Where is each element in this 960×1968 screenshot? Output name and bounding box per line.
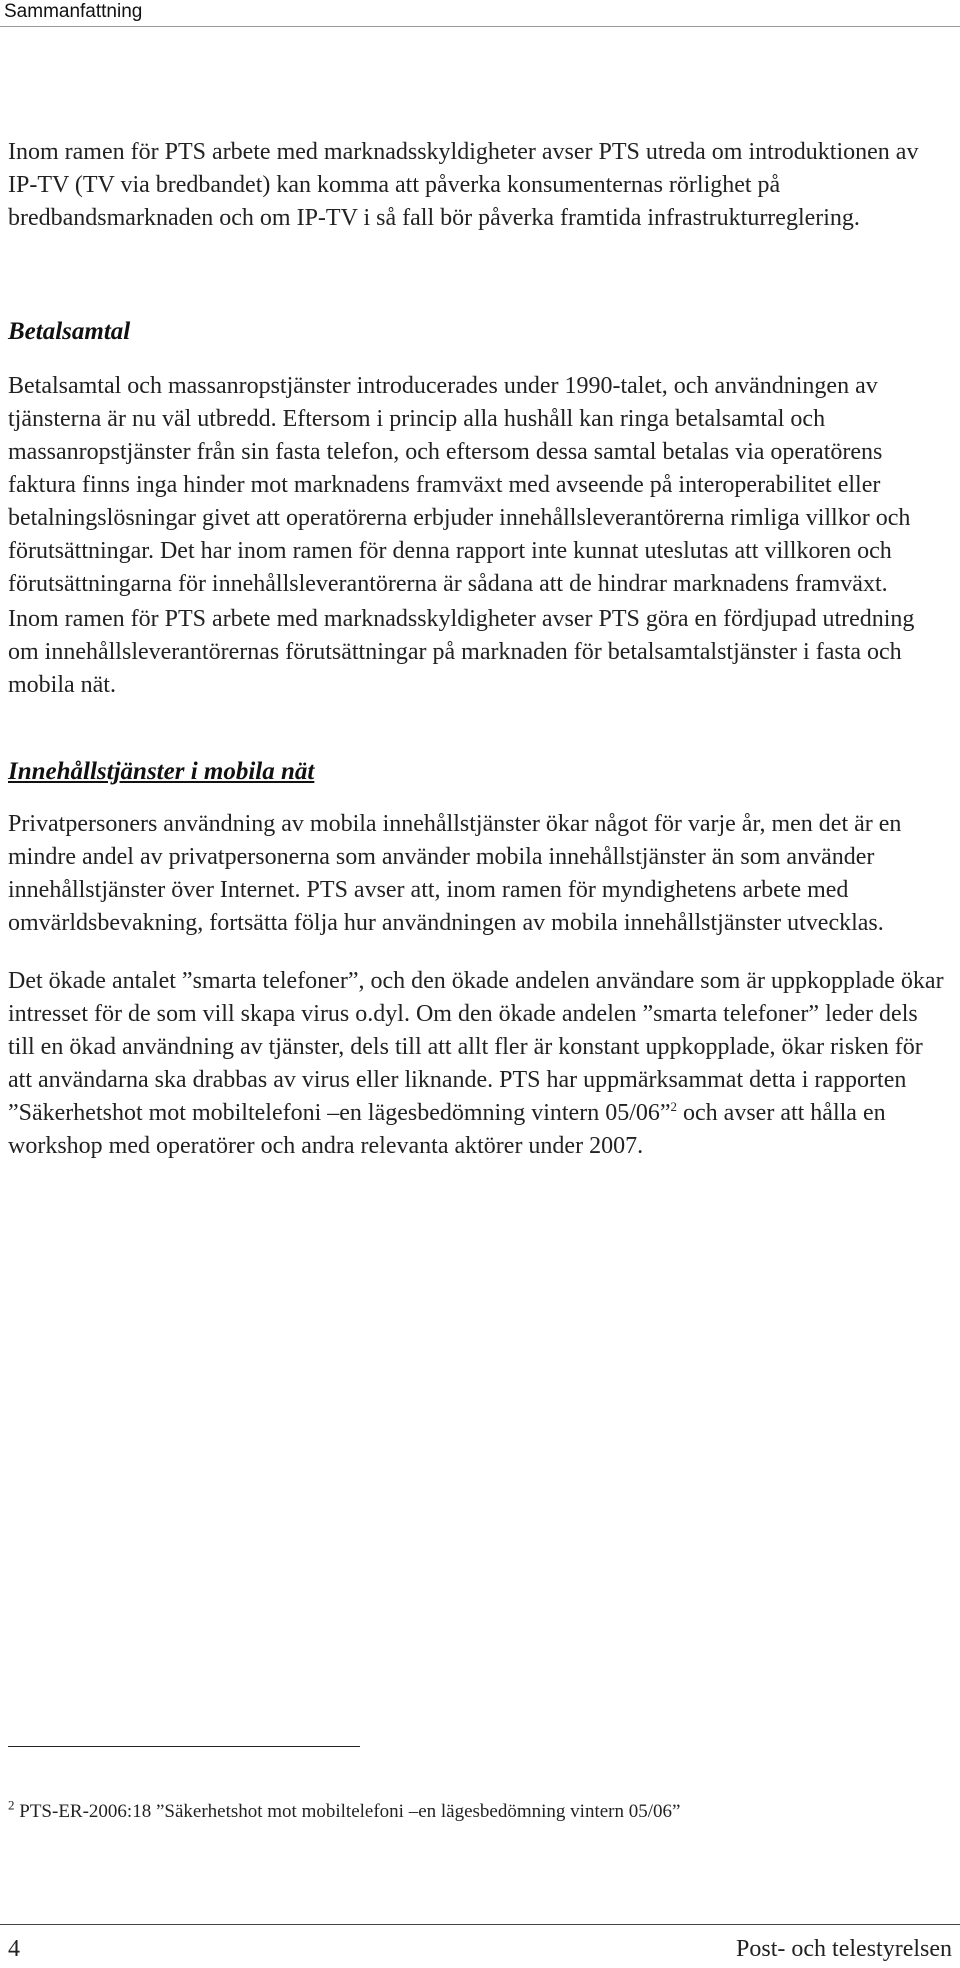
heading-innehallstjanster: Innehållstjänster i mobila nät	[8, 758, 315, 785]
footer-rule	[0, 1924, 960, 1925]
footnote-reference: 2	[670, 1099, 678, 1114]
footnote-text: PTS-ER-2006:18 ”Säkerhetshot mot mobiltelefoni –en lägesbedömning vintern 05/06”	[14, 1801, 681, 1822]
header-rule	[0, 26, 960, 27]
footnote	[8, 1797, 681, 1824]
paragraph-iptv: Inom ramen för PTS arbete med marknadsskyldigheter avser PTS utreda om introduktionen av IP-TV (TV via bredbandet) kan komma att påverka konsumenternas rörlighet på bredbandsmarknaden och om IP-TV i så fall bör påverka framtida infrastrukturreglering.	[8, 139, 919, 231]
paragraph-smarta-telefoner	[8, 965, 948, 1163]
footnote-number: 2	[8, 1797, 15, 1813]
paragraph-betalsamtal: Betalsamtal och massanropstjänster introducerades under 1990-talet, och användningen av tjänsterna är nu väl utbredd. Eftersom i princip alla hushåll kan ringa betalsamtal och massanropstjänster från sin fasta telefon, och eftersom dessa samtal betalas via operatörens faktura finns inga hinder mot marknadens framväxt med avseende på interoperabilitet eller betalningslösningar givet att operatörerna erbjuder innehållsleverantörerna rimliga villkor och förutsättningar. Det har inom ramen för denna rapport inte kunnat uteslutas att villkoren och förutsättningarna för innehållsleverantörerna är sådana att de hindrar marknadens framväxt.	[8, 373, 911, 597]
paragraph-smarta-telefoner-tail: och avser att hålla en workshop med operatörer och andra relevanta aktörer under 2007.	[8, 1100, 886, 1159]
running-header: Sammanfattning	[4, 1, 143, 22]
page-number: 4	[8, 1936, 20, 1962]
paragraph-fordjupad-utredning: Inom ramen för PTS arbete med marknadsskyldigheter avser PTS göra en fördjupad utredning om innehållsleverantörernas förutsättningar på marknaden för betalsamtalstjänster i fasta och mobila nät.	[8, 606, 915, 698]
footnote-separator	[8, 1746, 360, 1747]
paragraph-privatpersoner: Privatpersoners användning av mobila innehållstjänster ökar något för varje år, men det är en mindre andel av privatpersonerna som använder mobila innehållstjänster än som använder innehållstjänster över Internet. PTS avser att, inom ramen för myndighetens arbete med omvärldsbevakning, fortsätta följa hur användningen av mobila innehållstjänster utvecklas.	[8, 811, 902, 936]
heading-betalsamtal: Betalsamtal	[8, 318, 131, 345]
footer-publisher: Post- och telestyrelsen	[736, 1936, 952, 1962]
paragraph-smarta-telefoner-text: Det ökade antalet ”smarta telefoner”, och den ökade andelen användare som är uppkopplade ökar intresset för de som vill skapa virus o.dyl. Om den ökade andelen ”smarta telefoner” leder dels till en ökad användning av tjänster, dels till att allt fler är konstant uppkopplade, ökar risken för att användarna ska drabbas av virus eller liknande. PTS har uppmärksammat detta i rapporten ”Säkerhetshot mot mobiltelefoni –en lägesbedömning vintern 05/06”	[8, 968, 944, 1126]
